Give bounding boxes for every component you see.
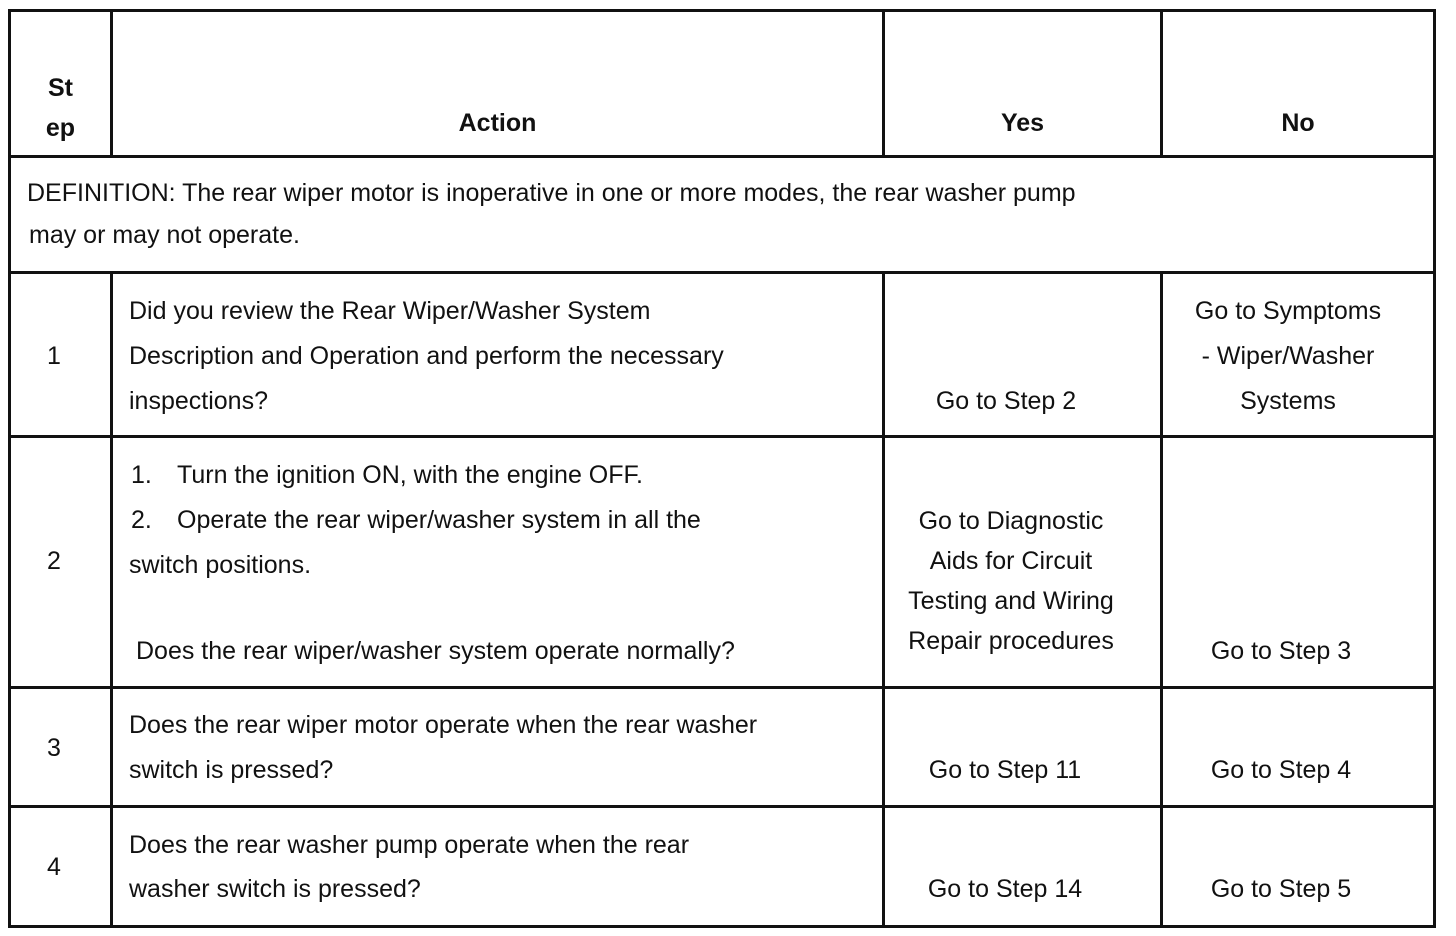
no-link[interactable]: Go to Step 5: [1210, 875, 1352, 903]
yes-link[interactable]: [885, 501, 1137, 661]
list-text: Operate the rear wiper/washer system in all the: [177, 506, 701, 534]
definition-line-1: DEFINITION: The rear wiper motor is inoperative in one or more modes, the rear washer pump: [27, 179, 1076, 207]
row-1-divider: [8, 435, 1436, 438]
list-number: 2.: [131, 506, 152, 534]
row-3-divider: [8, 805, 1436, 808]
header-step-line-2: ep: [45, 114, 76, 142]
action-text-line: Did you review the Rear Wiper/Washer System: [129, 297, 651, 325]
step-number: 1: [47, 342, 61, 370]
step-number: 3: [47, 734, 61, 762]
yes-link[interactable]: Go to Step 14: [927, 875, 1083, 903]
header-step-line-1: St: [48, 74, 73, 102]
action-question: Does the rear wiper/washer system operate normally?: [136, 637, 735, 665]
row-2-divider: [8, 686, 1436, 689]
col-divider-step: [110, 271, 113, 928]
no-link[interactable]: Go to Step 3: [1210, 637, 1352, 665]
definition-divider: [8, 271, 1436, 274]
header-step-label: [11, 68, 110, 148]
yes-link[interactable]: Go to Step 11: [928, 756, 1082, 784]
step-number: 4: [47, 853, 61, 881]
header-divider: [8, 155, 1436, 158]
list-number: 1.: [131, 461, 152, 489]
no-link-line: Go to Symptoms: [1194, 297, 1382, 325]
table-border-bottom: [8, 925, 1436, 928]
definition-line-2: may or may not operate.: [29, 221, 300, 249]
yes-link-line: Aids for Circuit: [929, 547, 1093, 575]
yes-link[interactable]: Go to Step 2: [935, 387, 1077, 415]
header-no: No: [1281, 109, 1315, 137]
action-text-line: switch is pressed?: [129, 756, 334, 784]
no-link[interactable]: Go to Step 4: [1210, 756, 1352, 784]
header-action: Action: [458, 109, 537, 137]
yes-link-line: Repair procedures: [908, 627, 1114, 655]
action-text-line: washer switch is pressed?: [129, 875, 421, 903]
action-text-line: inspections?: [129, 387, 268, 415]
action-list-item-1: [131, 453, 643, 498]
action-text-line: Does the rear washer pump operate when the rear: [129, 831, 690, 859]
action-list-continuation: switch positions.: [129, 551, 312, 579]
header-yes: Yes: [1000, 109, 1045, 137]
list-text: Turn the ignition ON, with the engine OFF.: [177, 461, 643, 489]
yes-link-line: Testing and Wiring: [908, 587, 1114, 615]
action-text-line: Description and Operation and perform the necessary: [129, 342, 724, 370]
no-link-line: Systems: [1240, 387, 1336, 415]
action-text-line: Does the rear wiper motor operate when the rear washer: [129, 711, 758, 739]
action-list-item-2: [131, 498, 701, 543]
yes-link-line: Go to Diagnostic: [918, 507, 1104, 535]
no-link-line: - Wiper/Washer: [1201, 342, 1375, 370]
no-link[interactable]: [1163, 289, 1413, 424]
step-number: 2: [47, 547, 61, 575]
table-border-top: [8, 9, 1436, 12]
table-border-right: [1433, 9, 1436, 928]
